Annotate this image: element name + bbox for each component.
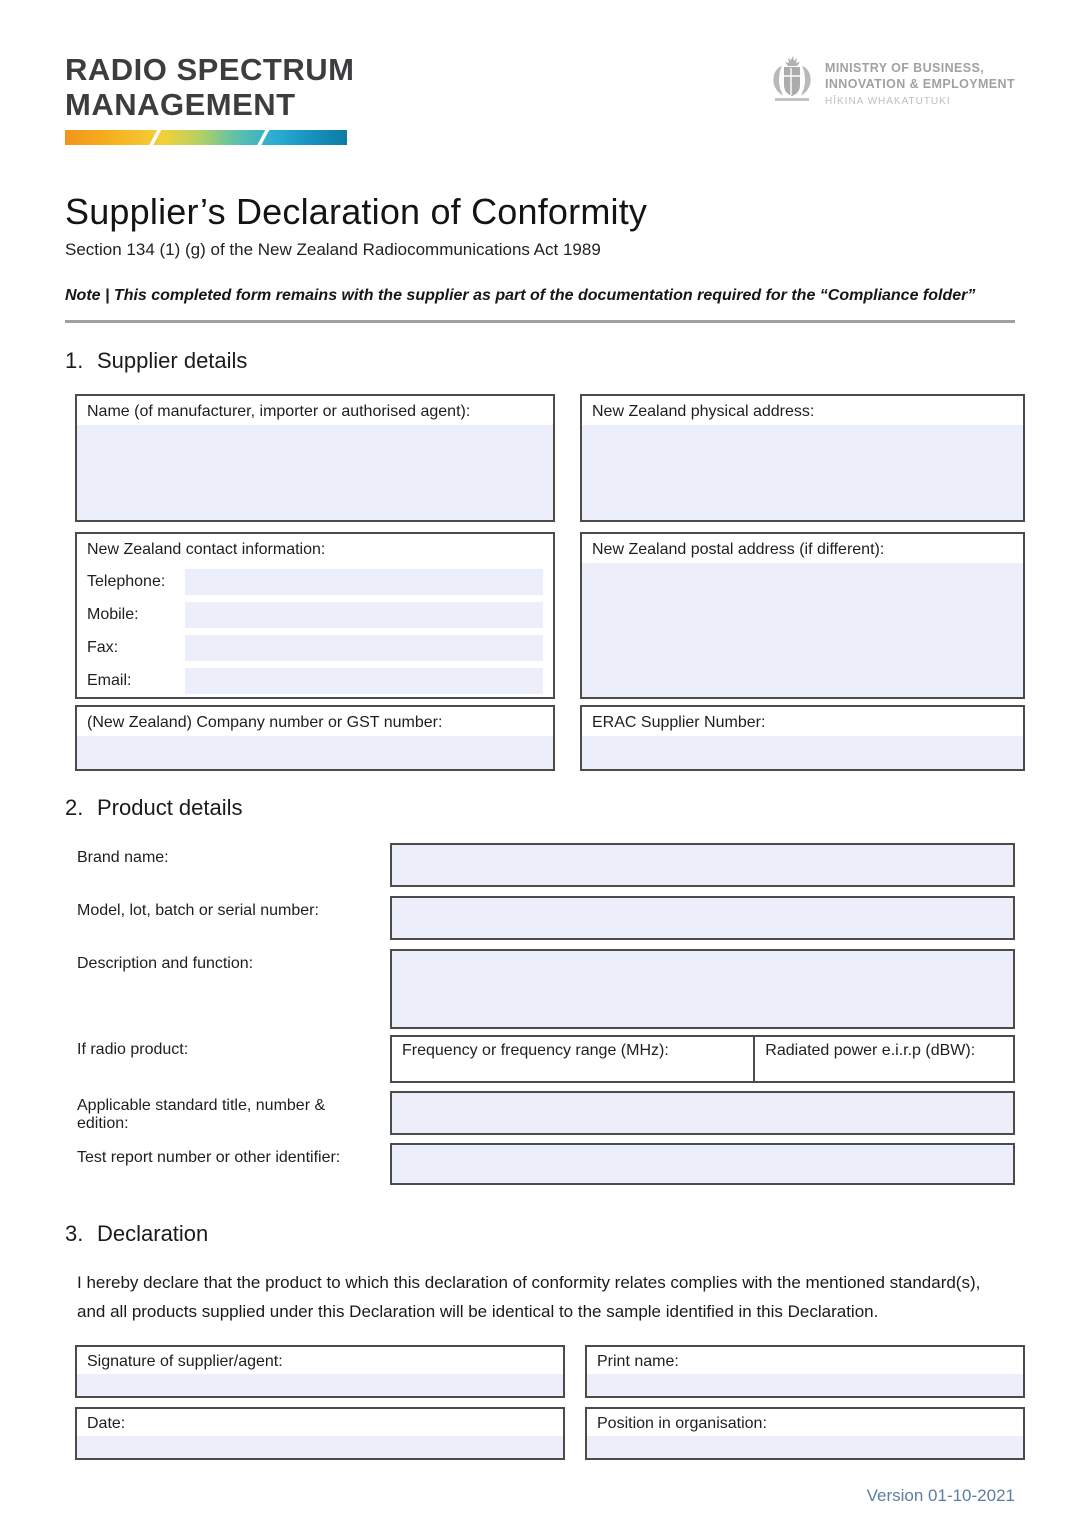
model-row xyxy=(77,896,1015,940)
radio-product-box xyxy=(390,1035,1015,1083)
description-row xyxy=(77,949,1015,1029)
version-text: Version 01-10-2021 xyxy=(866,1485,1015,1505)
section-2-number: 2. xyxy=(65,795,84,821)
date-input[interactable] xyxy=(77,1436,563,1458)
print-name-input[interactable] xyxy=(587,1374,1023,1396)
signature-label: Signature of supplier/agent: xyxy=(87,1352,283,1370)
contact-rows xyxy=(77,563,553,704)
mobile-label: Mobile: xyxy=(87,606,139,624)
contact-information-field xyxy=(75,532,555,699)
radio-product-label: If radio product: xyxy=(77,1041,189,1059)
test-report-label: Test report number or other identifier: xyxy=(77,1149,341,1167)
supplier-name-field xyxy=(75,394,555,522)
radio-product-row xyxy=(77,1035,1015,1083)
section-3-heading xyxy=(65,1221,1015,1247)
position-label: Position in organisation: xyxy=(597,1414,767,1432)
brand-name-input[interactable] xyxy=(390,843,1015,887)
company-number-field xyxy=(75,705,555,771)
ministry-maori-name: HĪKINA WHAKATUTUKI xyxy=(825,95,951,107)
position-input[interactable] xyxy=(587,1436,1023,1458)
position-field xyxy=(585,1407,1025,1460)
postal-address-label: New Zealand postal address (if different): xyxy=(592,541,885,559)
contact-information-label: New Zealand contact information: xyxy=(87,541,326,559)
ministry-line1: MINISTRY OF BUSINESS, xyxy=(825,61,985,75)
logo-text-line1: RADIO SPECTRUM xyxy=(65,52,355,87)
nz-coat-of-arms-icon xyxy=(769,54,815,106)
supplier-name-label: Name (of manufacturer, importer or authorised agent): xyxy=(87,403,471,421)
radiated-power-label: Radiated power e.i.r.p (dBW): xyxy=(765,1042,976,1060)
note-text: Note | This completed form remains with the supplier as part of the documentation required for the “Compliance folder” xyxy=(65,287,976,305)
standard-label: Applicable standard title, number & edition: xyxy=(77,1097,326,1133)
page-title: Supplier’s Declaration of Conformity xyxy=(65,191,648,233)
physical-address-input[interactable] xyxy=(582,425,1023,520)
section-2-heading xyxy=(65,795,1015,821)
description-label: Description and function: xyxy=(77,955,254,973)
date-field xyxy=(75,1407,565,1460)
physical-address-label: New Zealand physical address: xyxy=(592,403,815,421)
brand-name-label: Brand name: xyxy=(77,849,169,867)
telephone-input[interactable] xyxy=(185,569,543,595)
physical-address-field xyxy=(580,394,1025,522)
section-1-number: 1. xyxy=(65,348,84,374)
postal-address-field xyxy=(580,532,1025,699)
fax-row xyxy=(87,635,543,661)
frequency-input[interactable] xyxy=(392,1062,753,1081)
gradient-divider-icon xyxy=(255,130,271,145)
brand-name-row xyxy=(77,843,1015,887)
section-1-title: Supplier details xyxy=(97,348,248,374)
supplier-row-1 xyxy=(75,394,1015,522)
signature-field xyxy=(75,1345,565,1398)
gradient-divider-icon xyxy=(147,130,163,145)
standard-input[interactable] xyxy=(390,1091,1015,1135)
supplier-row-2 xyxy=(75,532,1015,699)
fax-label: Fax: xyxy=(87,639,119,657)
company-number-label: (New Zealand) Company number or GST number: xyxy=(87,714,443,732)
ministry-line2: INNOVATION & EMPLOYMENT xyxy=(825,77,1015,92)
declaration-row-2 xyxy=(75,1407,1015,1460)
spectrum-gradient-bar xyxy=(65,130,347,145)
page-subtitle: Section 134 (1) (g) of the New Zealand Radiocommunications Act 1989 xyxy=(65,240,601,260)
model-input[interactable] xyxy=(390,896,1015,940)
logo-text-line2: MANAGEMENT xyxy=(65,87,296,123)
date-label: Date: xyxy=(87,1414,126,1432)
description-input[interactable] xyxy=(390,949,1015,1029)
email-input[interactable] xyxy=(185,668,543,694)
mobile-input[interactable] xyxy=(185,602,543,628)
test-report-row xyxy=(77,1143,1015,1185)
test-report-input[interactable] xyxy=(390,1143,1015,1185)
telephone-label: Telephone: xyxy=(87,573,166,591)
mbie-logo xyxy=(769,54,1015,107)
radio-spectrum-management-logo xyxy=(65,52,354,145)
radiated-power-input[interactable] xyxy=(755,1062,1013,1081)
declaration-statement: I hereby declare that the product to which this declaration of conformity relates complies with the mentioned standard(s), and all products supplied under this Declaration will be identical to the sample identified in this Declaration. xyxy=(77,1273,981,1321)
supplier-name-input[interactable] xyxy=(77,425,553,520)
fax-input[interactable] xyxy=(185,635,543,661)
section-3-title: Declaration xyxy=(97,1221,209,1247)
email-row xyxy=(87,668,543,694)
section-1-heading xyxy=(65,348,1015,374)
declaration-row-1 xyxy=(75,1345,1015,1398)
product-details xyxy=(77,843,1015,1185)
print-name-label: Print name: xyxy=(597,1352,679,1370)
frequency-field xyxy=(392,1037,755,1081)
signature-input[interactable] xyxy=(77,1374,563,1396)
erac-number-field xyxy=(580,705,1025,771)
print-name-field xyxy=(585,1345,1025,1398)
email-label: Email: xyxy=(87,672,132,690)
section-2-title: Product details xyxy=(97,795,243,821)
mobile-row xyxy=(87,602,543,628)
postal-address-input[interactable] xyxy=(582,563,1023,697)
erac-number-label: ERAC Supplier Number: xyxy=(592,714,766,732)
model-label: Model, lot, batch or serial number: xyxy=(77,902,319,920)
mbie-text xyxy=(825,54,1015,107)
divider-rule xyxy=(65,320,1015,323)
erac-number-input[interactable] xyxy=(582,736,1023,769)
frequency-label: Frequency or frequency range (MHz): xyxy=(402,1042,669,1060)
section-3-number: 3. xyxy=(65,1221,84,1247)
header xyxy=(65,0,1015,145)
company-number-input[interactable] xyxy=(77,736,553,769)
standard-row xyxy=(77,1091,1015,1135)
supplier-row-3 xyxy=(75,705,1015,771)
radiated-power-field xyxy=(755,1037,1013,1081)
telephone-row xyxy=(87,569,543,595)
